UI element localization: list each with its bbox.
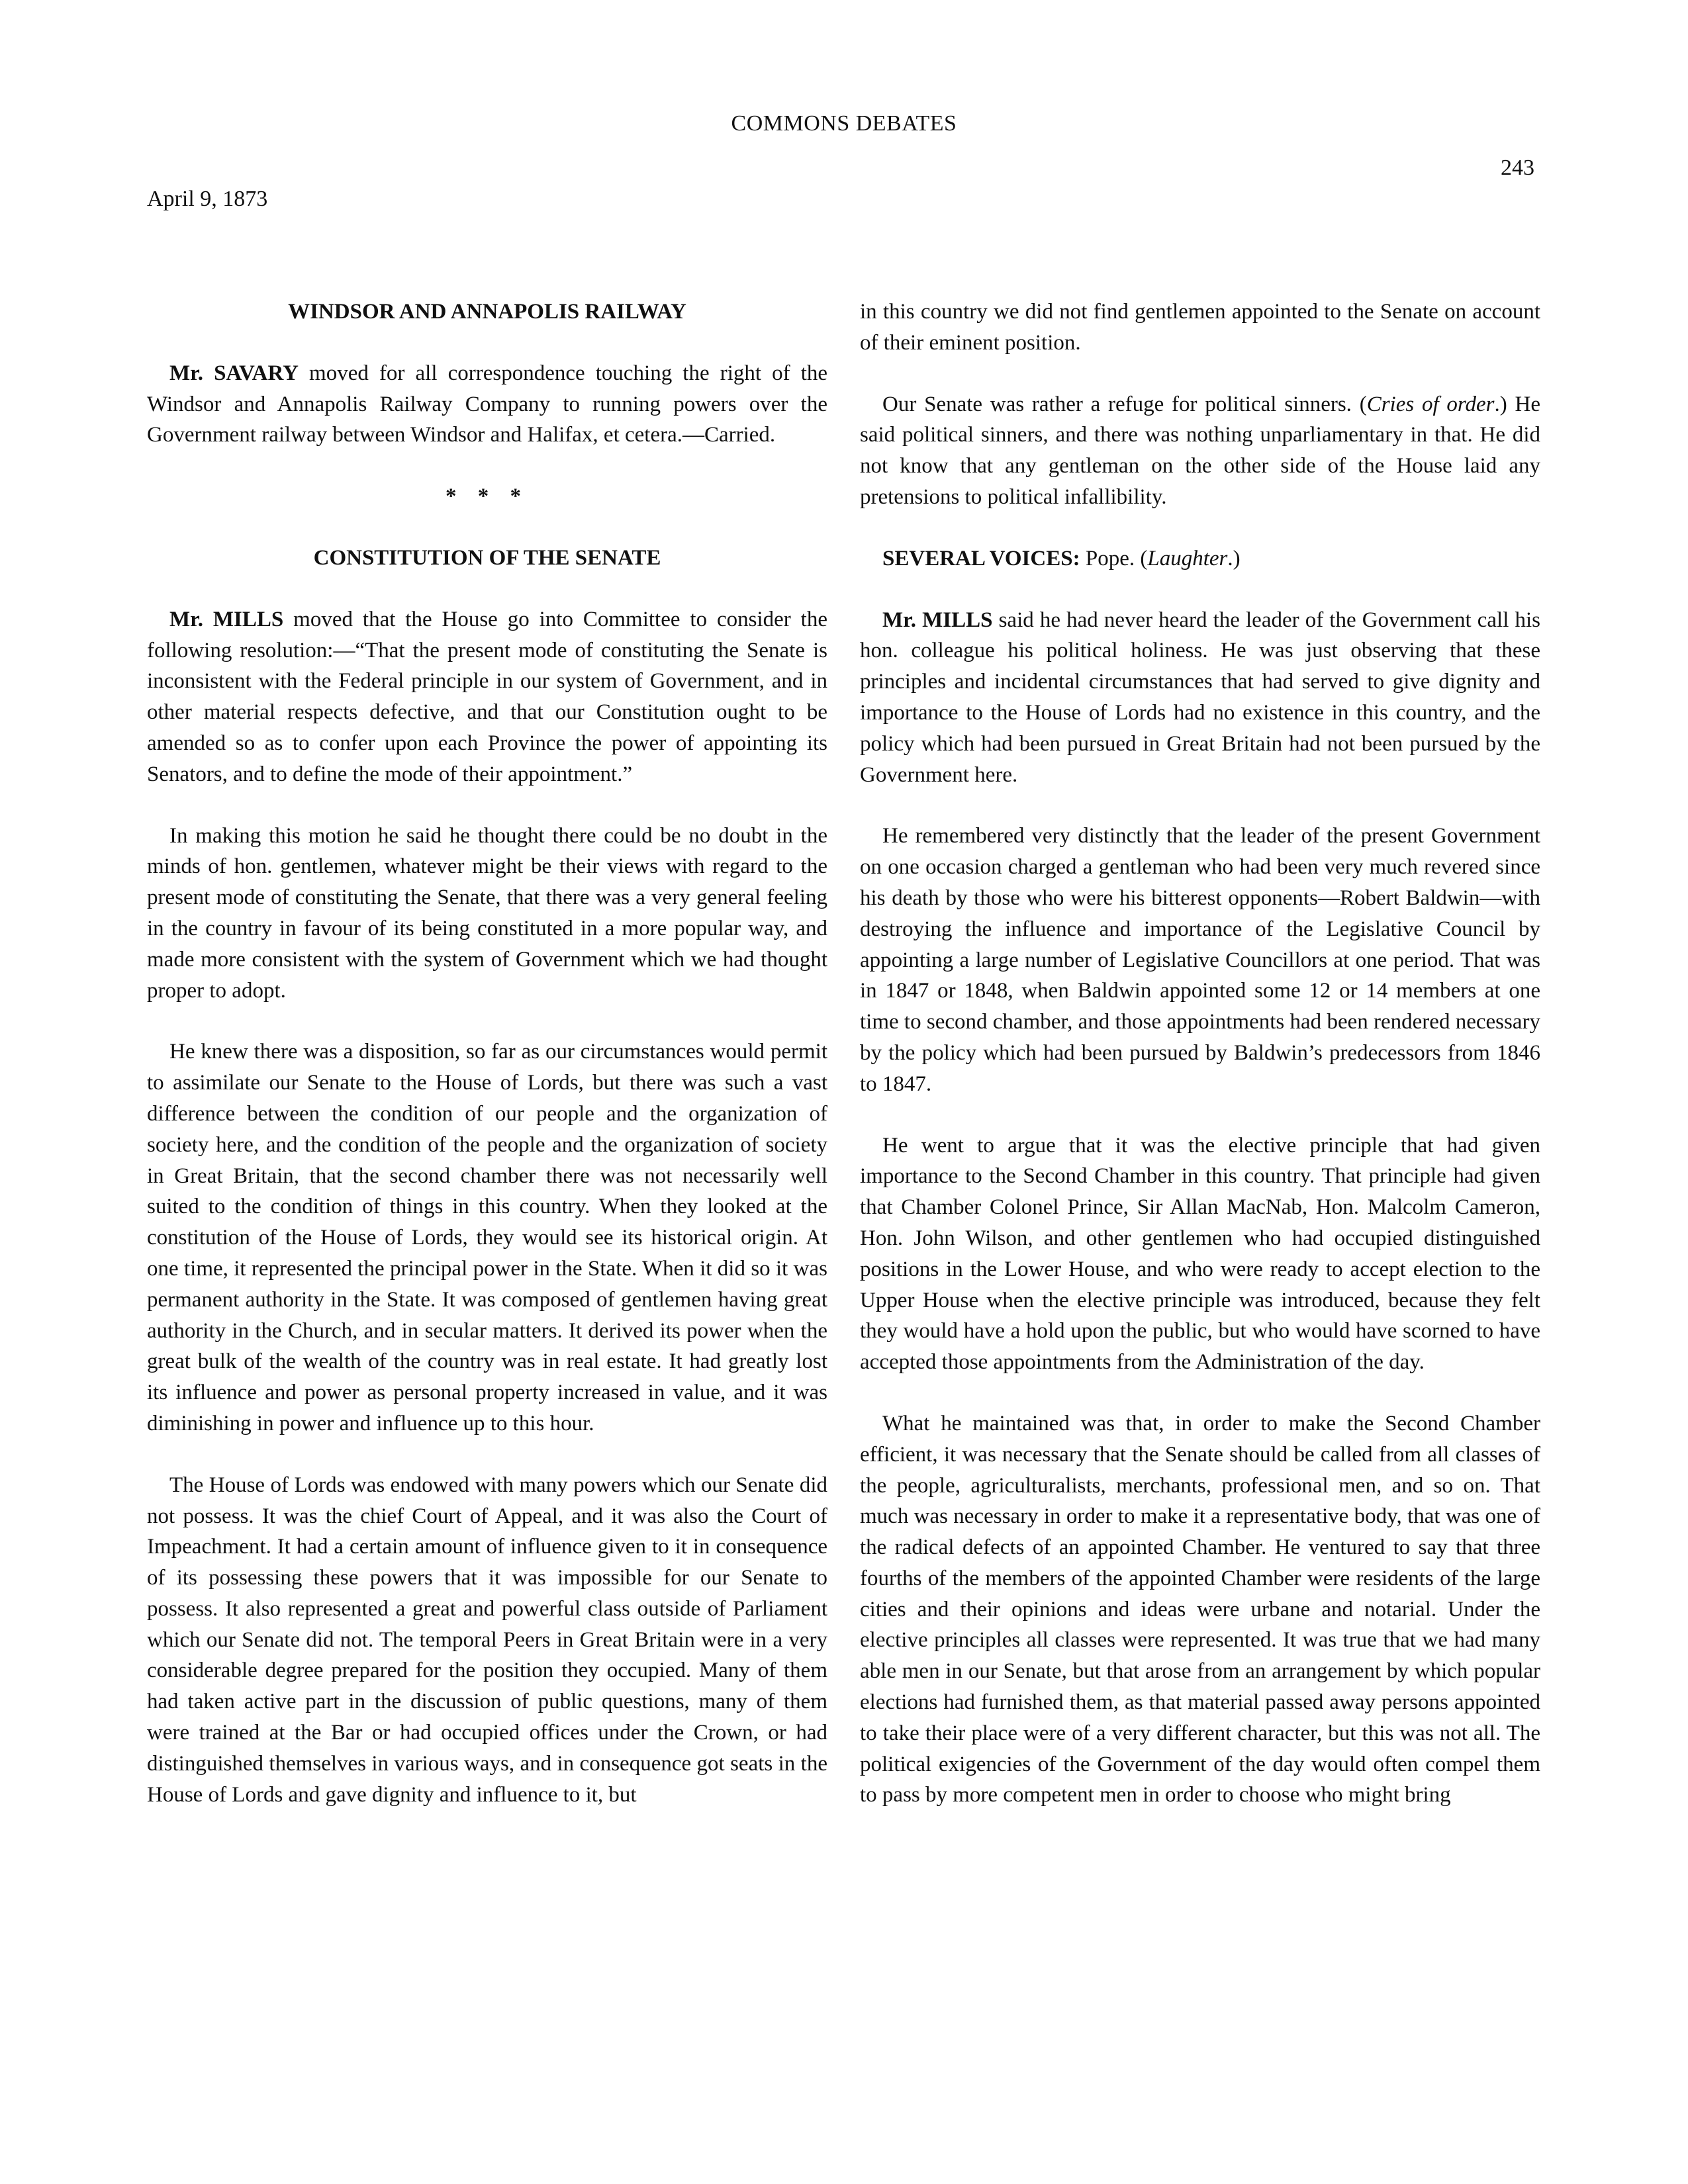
paragraph-text: Pope. ( bbox=[1080, 546, 1148, 570]
paragraph-text: said he had never heard the leader of the Government call his hon. colleague his political holiness. He was just observing that these principles and incidental circumstances that had served to give dignity and importance to the House of Lords had no existence in this country, and the policy which had been pursued in Great Britain had not been pursued by the Government here. bbox=[860, 608, 1540, 787]
paragraph bbox=[147, 358, 827, 451]
speaker-name: Mr. MILLS bbox=[882, 608, 993, 632]
paragraph bbox=[147, 604, 827, 790]
left-column bbox=[147, 296, 827, 1810]
stage-direction: Cries of order bbox=[1366, 392, 1495, 416]
paragraph: in this country we did not find gentlemen appointed to the Senate on account of their eminent position. bbox=[860, 300, 1540, 355]
page-number: 243 bbox=[1501, 156, 1534, 180]
paragraph: The House of Lords was endowed with many powers which our Senate did not possess. It was the chief Court of Appeal, and it was also the Court of Impeachment. It had a certain amount of influence given to it in consequence of its possessing these powers that it was impossible for our Senate to possess. It also represented a great and powerful class outside of Parliament which our Senate did not. The temporal Peers in Great Britain were in a very considerable degree prepared for the position they occupied. Many of them had taken active part in the discussion of public questions, many of them were trained at the Bar or had occupied offices under the Crown, or had distinguished themselves in various ways, and in consequence got seats in the House of Lords and gave dignity and influence to it, but bbox=[147, 1473, 827, 1807]
paragraph: He remembered very distinctly that the leader of the present Government on one occasion charged a gentleman who had been very much revered since his death by those who were his bitterest opponents—Robert Baldwin—with destroying the influence and importance of the Legislative Council by appointing a large number of Legislative Councillors at one period. That was in 1847 or 1848, when Baldwin appointed some 12 or 14 members at one time to second chamber, and those appointments had been rendered necessary by the policy which had been pursued by Baldwin’s predecessors from 1846 to 1847. bbox=[860, 824, 1540, 1096]
paragraph-text: .) bbox=[1227, 546, 1241, 570]
paragraph: He went to argue that it was the elective principle that had given importance to the Second Chamber in this country. That principle had given that Chamber Colonel Prince, Sir Allan MacNab, Hon. Malcolm Cameron, Hon. John Wilson, and other gentlemen who had occupied distinguished positions in the Lower House, and who were ready to accept election to the Upper House when the elective principle was introduced, because they felt they would have a hold upon the public, but who would have scorned to have accepted those appointments from the Administration of the day. bbox=[860, 1133, 1540, 1375]
paragraph bbox=[860, 389, 1540, 513]
speaker-name: SEVERAL VOICES: bbox=[882, 546, 1080, 570]
stage-direction: Laughter bbox=[1147, 546, 1228, 570]
page-date: April 9, 1873 bbox=[147, 187, 268, 211]
section-heading-railway: WINDSOR AND ANNAPOLIS RAILWAY bbox=[288, 300, 686, 324]
paragraph: He knew there was a disposition, so far as our circumstances would permit to assimilate our Senate to the House of Lords, but there was such a vast difference between the condition of our people and the organization of society here, and the condition of the people and the organization of society in Great Britain, that the second chamber there was not necessarily well suited to the condition of things in this country. When they looked at the constitution of the House of Lords, they would see its historical origin. At one time, it represented the principal power in the State. When it did so it was permanent authority in the State. It was composed of gentlemen having great authority in the Church, and in secular matters. It derived its power when the great bulk of the wealth of the country was in real estate. It had greatly lost its influence and power as personal property increased in value, and it was diminishing in power and influence up to this hour. bbox=[147, 1040, 827, 1435]
paragraph bbox=[860, 605, 1540, 791]
paragraph-text: .) He said political sinners, and there was nothing unparliamentary in that. He did not know that any gentleman on the other side of the House laid any pretensions to political infallibility. bbox=[860, 392, 1540, 509]
speaker-name: Mr. MILLS bbox=[169, 607, 284, 631]
paragraph: What he maintained was that, in order to make the Second Chamber efficient, it was necessary that the Senate should be called from all classes of the people, agriculturalists, merchants, professional men, and so on. That much was necessary in order to make it a representative body, that was one of the radical defects of an appointed Chamber. He ventured to say that three fourths of the members of the appointed Chamber were residents of the large cities and their opinions and ideas were urbane and notarial. Under the elective principles all classes were represented. It was true that we had many able men in our Senate, but that arose from an arrangement by which popular elections had furnished them, as that material passed away persons appointed to take their place were of a very different character, but this was not all. The political exigencies of the Government of the day would often compel them to pass by more competent men in order to choose who might bring bbox=[860, 1411, 1540, 1807]
paragraph-text: moved that the House go into Committee to consider the following resolution:—“That the present mode of constituting the Senate is inconsistent with the Federal principle in our system of Government, and in other material respects defective, and that our Constitution ought to be amended so as to confer upon each Province the power of appointing its Senators, and to define the mode of their appointment.” bbox=[147, 607, 827, 786]
right-column bbox=[860, 296, 1540, 1811]
paragraph bbox=[860, 543, 1540, 574]
speaker-name: Mr. SAVARY bbox=[169, 361, 299, 385]
section-heading-senate: CONSTITUTION OF THE SENATE bbox=[313, 545, 661, 570]
paragraph-text: Our Senate was rather a refuge for political sinners. ( bbox=[882, 392, 1367, 416]
running-title: COMMONS DEBATES bbox=[731, 111, 957, 136]
section-separator: * * * bbox=[445, 484, 529, 509]
paragraph: In making this motion he said he thought there could be no doubt in the minds of hon. gentlemen, whatever might be their views with regard to the present mode of constituting the Senate, that there was a very general feeling in the country in favour of its being constituted in a more popular way, and made more consistent with the system of Government which we had thought proper to adopt. bbox=[147, 823, 827, 1003]
paragraph-text: moved for all correspondence touching the right of the Windsor and Annapolis Railway Company to running powers over the Government railway between Windsor and Halifax, et cetera.—Carried. bbox=[147, 361, 828, 447]
